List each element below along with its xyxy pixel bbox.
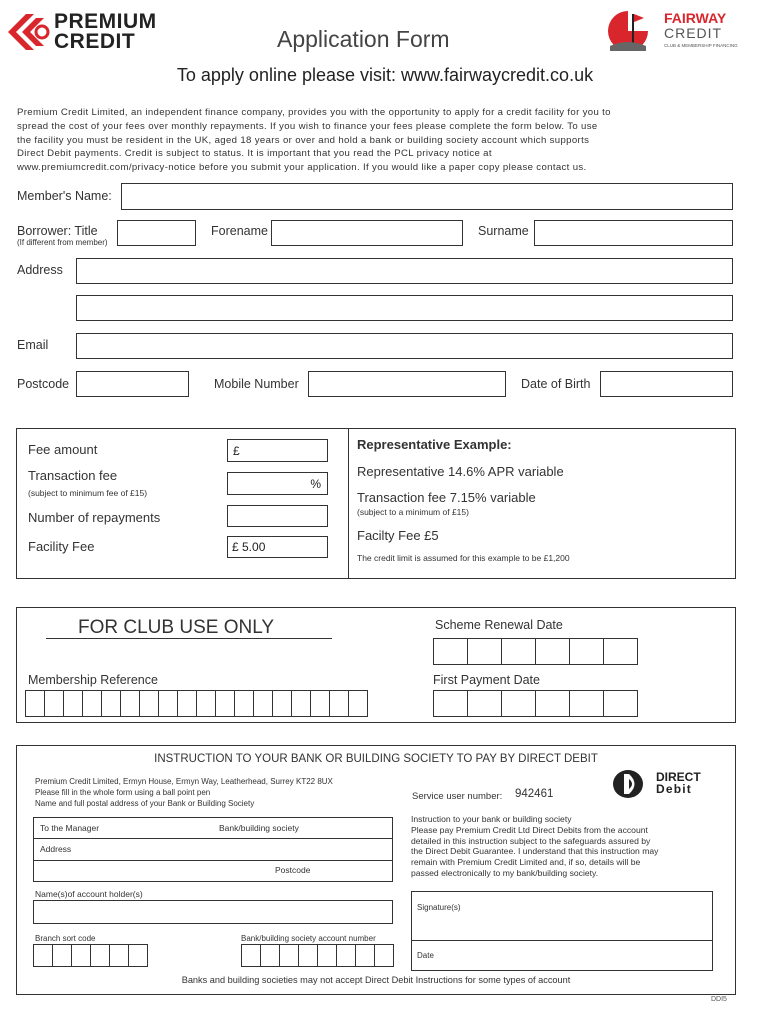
online-apply-subtitle: To apply online please visit: www.fairwaycredit.co.uk bbox=[176, 65, 594, 85]
forename-label: Forename bbox=[211, 224, 268, 238]
digit-box[interactable] bbox=[603, 638, 638, 665]
membership-ref-label: Membership Reference bbox=[28, 673, 158, 687]
address-input-line2[interactable] bbox=[76, 295, 733, 321]
digit-box[interactable] bbox=[82, 690, 102, 717]
account-number-grid[interactable] bbox=[241, 944, 394, 967]
digit-box[interactable] bbox=[603, 690, 638, 717]
rep-transaction-note: (subject to a minimum of £15) bbox=[357, 507, 469, 517]
pc-logo-line2: CREDIT bbox=[54, 30, 136, 53]
account-number-label: Bank/building society account number bbox=[241, 934, 376, 943]
intro-line: Direct Debit payments. Credit is subject to status. It is important that you read the PCL privacy notice at bbox=[17, 148, 492, 160]
num-repayments-label: Number of repayments bbox=[28, 510, 161, 525]
address-input-line1[interactable] bbox=[76, 258, 733, 284]
surname-label: Surname bbox=[478, 224, 529, 238]
forename-input[interactable] bbox=[271, 220, 463, 246]
digit-box[interactable] bbox=[336, 944, 356, 967]
rep-example-title: Representative Example: bbox=[357, 437, 512, 452]
signature-divider bbox=[411, 940, 713, 941]
rep-apr: Representative 14.6% APR variable bbox=[357, 464, 564, 479]
digit-box[interactable] bbox=[158, 690, 178, 717]
bank-details-divider1 bbox=[33, 838, 393, 839]
dd-instruction-line: passed electronically to my bank/building society. bbox=[411, 867, 599, 878]
digit-box[interactable] bbox=[63, 690, 83, 717]
surname-input[interactable] bbox=[534, 220, 733, 246]
first-payment-label: First Payment Date bbox=[433, 673, 540, 687]
intro-line: spread the cost of your fees over monthly repayments. If you wish to finance your fees please complete the form below. To use bbox=[17, 120, 598, 132]
dd-instruction-line: Instruction to your bank or building society bbox=[411, 814, 572, 824]
digit-box[interactable] bbox=[535, 690, 570, 717]
service-user-number: 942461 bbox=[515, 788, 554, 800]
account-holders-label: Name(s)of account holder(s) bbox=[35, 889, 143, 899]
digit-box[interactable] bbox=[260, 944, 280, 967]
intro-line: Premium Credit Limited, an independent finance company, provides you with the opportunity to apply for a credit facility for you to bbox=[17, 107, 611, 118]
to-manager-label: To the Manager bbox=[40, 823, 100, 833]
digit-box[interactable] bbox=[310, 690, 330, 717]
borrower-note: (If different from member) bbox=[17, 238, 108, 247]
digit-box[interactable] bbox=[139, 690, 159, 717]
digit-box[interactable] bbox=[569, 638, 604, 665]
digit-box[interactable] bbox=[120, 690, 140, 717]
signature-label: Signature(s) bbox=[417, 903, 461, 912]
dd-logo-word2: Debit bbox=[656, 782, 692, 796]
digit-box[interactable] bbox=[234, 690, 254, 717]
dd-footer-note: Banks and building societies may not accept Direct Debit Instructions for some types of account bbox=[181, 975, 571, 985]
email-input[interactable] bbox=[76, 333, 733, 359]
sort-code-label: Branch sort code bbox=[35, 934, 96, 943]
digit-box[interactable] bbox=[501, 690, 536, 717]
fee-amount-label: Fee amount bbox=[28, 442, 98, 457]
digit-box[interactable] bbox=[253, 690, 273, 717]
direct-debit-logo-icon bbox=[612, 768, 648, 800]
mobile-input[interactable] bbox=[308, 371, 506, 397]
fees-divider bbox=[348, 428, 349, 579]
dd-logo-word1: DIRECT bbox=[656, 770, 701, 784]
digit-box[interactable] bbox=[241, 944, 261, 967]
first-payment-grid[interactable] bbox=[433, 690, 638, 717]
digit-box[interactable] bbox=[128, 944, 148, 967]
digit-box[interactable] bbox=[109, 944, 129, 967]
digit-box[interactable] bbox=[196, 690, 216, 717]
pc-logo-line1: PREMIUM bbox=[54, 10, 157, 33]
bank-details-divider2 bbox=[33, 860, 393, 861]
digit-box[interactable] bbox=[374, 944, 394, 967]
borrower-title-label: Borrower: Title bbox=[17, 224, 98, 238]
dd-postcode-label: Postcode bbox=[275, 865, 311, 875]
facility-fee-label: Facility Fee bbox=[28, 539, 95, 554]
facility-fee-input[interactable] bbox=[227, 536, 328, 558]
premium-credit-logo-mark-icon bbox=[4, 10, 52, 52]
digit-box[interactable] bbox=[44, 690, 64, 717]
digit-box[interactable] bbox=[90, 944, 110, 967]
transaction-fee-label: Transaction fee bbox=[28, 468, 118, 483]
digit-box[interactable] bbox=[33, 944, 53, 967]
intro-paragraph bbox=[17, 106, 611, 175]
dd-instruction-line: the Direct Debit Guarantee. I understand that this instruction may bbox=[411, 846, 659, 857]
fairway-logo-mark-icon bbox=[602, 8, 654, 54]
rep-transaction-fee: Transaction fee 7.15% variable bbox=[357, 490, 536, 505]
digit-box[interactable] bbox=[329, 690, 349, 717]
postcode-label: Postcode bbox=[17, 377, 70, 391]
dd-instruction bbox=[411, 814, 658, 879]
dob-input[interactable] bbox=[600, 371, 733, 397]
transaction-fee-suffix: % bbox=[310, 477, 321, 491]
num-repayments-input[interactable] bbox=[227, 505, 328, 527]
dob-label: Date of Birth bbox=[521, 377, 591, 391]
direct-debit-logo bbox=[612, 768, 722, 800]
digit-box[interactable] bbox=[71, 944, 91, 967]
email-label: Email bbox=[17, 338, 49, 352]
facility-fee-value: £ 5.00 bbox=[232, 540, 266, 554]
transaction-fee-note: (subject to minimum fee of £15) bbox=[28, 488, 148, 498]
digit-box[interactable] bbox=[467, 638, 502, 665]
club-use-heading: FOR CLUB USE ONLY bbox=[78, 617, 275, 638]
digit-box[interactable] bbox=[467, 690, 502, 717]
bank-society-label: Bank/building society bbox=[219, 823, 299, 833]
dd-heading: INSTRUCTION TO YOUR BANK OR BUILDING SOCIETY TO PAY BY DIRECT DEBIT bbox=[154, 753, 598, 765]
dd-address-line1: Premium Credit Limited, Ermyn House, Ermyn Way, Leatherhead, Surrey KT22 8UX bbox=[35, 777, 333, 786]
club-use-underline bbox=[46, 638, 332, 639]
membership-ref-grid[interactable] bbox=[25, 690, 368, 717]
page-code: DDI5 bbox=[711, 996, 727, 1003]
dd-instruction-line: remain with Premium Credit Limited and, if so, details will be bbox=[411, 857, 641, 868]
digit-box[interactable] bbox=[215, 690, 235, 717]
sort-code-grid[interactable] bbox=[33, 944, 148, 967]
digit-box[interactable] bbox=[25, 690, 45, 717]
digit-box[interactable] bbox=[177, 690, 197, 717]
rep-credit-limit: The credit limit is assumed for this example to be £1,200 bbox=[357, 553, 570, 563]
service-user-label: Service user number: bbox=[412, 791, 503, 802]
digit-box[interactable] bbox=[279, 944, 299, 967]
digit-box[interactable] bbox=[272, 690, 292, 717]
fw-logo-line1: FAIRWAY bbox=[664, 10, 727, 26]
dd-address-line3: Name and full postal address of your Bank or Building Society bbox=[35, 799, 255, 808]
dd-address-line2: Please fill in the whole form using a ball point pen bbox=[35, 788, 211, 797]
date-label: Date bbox=[417, 951, 434, 960]
digit-box[interactable] bbox=[101, 690, 121, 717]
scheme-renewal-label: Scheme Renewal Date bbox=[435, 618, 563, 632]
fw-logo-tagline: CLUB & MEMBERSHIP FINANCING bbox=[664, 43, 738, 48]
borrower-title-input[interactable] bbox=[117, 220, 196, 246]
digit-box[interactable] bbox=[433, 638, 468, 665]
digit-box[interactable] bbox=[569, 690, 604, 717]
fw-logo-line2: CREDIT bbox=[664, 25, 723, 41]
intro-line: www.premiumcredit.com/privacy-notice before you submit your application. If you would like a paper copy please contact us. bbox=[17, 162, 587, 174]
fee-amount-input[interactable] bbox=[227, 439, 328, 462]
digit-box[interactable] bbox=[317, 944, 337, 967]
digit-box[interactable] bbox=[535, 638, 570, 665]
premium-credit-logo bbox=[4, 10, 189, 52]
digit-box[interactable] bbox=[348, 690, 368, 717]
address-label: Address bbox=[17, 263, 63, 277]
transaction-fee-input[interactable] bbox=[227, 472, 328, 495]
postcode-input[interactable] bbox=[76, 371, 189, 397]
dd-instruction-line: detailed in this instruction subject to the safeguards assured by bbox=[411, 835, 651, 846]
rep-facility-fee: Facilty Fee £5 bbox=[357, 528, 439, 543]
dd-instruction-line: Please pay Premium Credit Ltd Direct Debits from the account bbox=[411, 824, 648, 835]
digit-box[interactable] bbox=[52, 944, 72, 967]
dd-address-label: Address bbox=[40, 844, 72, 854]
digit-box[interactable] bbox=[291, 690, 311, 717]
digit-box[interactable] bbox=[355, 944, 375, 967]
account-holders-input[interactable] bbox=[33, 900, 393, 924]
scheme-renewal-grid[interactable] bbox=[433, 638, 638, 665]
fee-amount-prefix: £ bbox=[233, 444, 240, 458]
page-title: Application Form bbox=[277, 26, 450, 52]
members-name-input[interactable] bbox=[121, 183, 733, 210]
intro-line: the facility you must be resident in the UK, aged 18 years or over and hold a bank or building society account which supports bbox=[17, 134, 590, 146]
members-name-label: Member's Name: bbox=[17, 189, 112, 203]
fairway-credit-logo bbox=[602, 8, 752, 54]
digit-box[interactable] bbox=[298, 944, 318, 967]
digit-box[interactable] bbox=[501, 638, 536, 665]
mobile-label: Mobile Number bbox=[214, 377, 299, 391]
digit-box[interactable] bbox=[433, 690, 468, 717]
